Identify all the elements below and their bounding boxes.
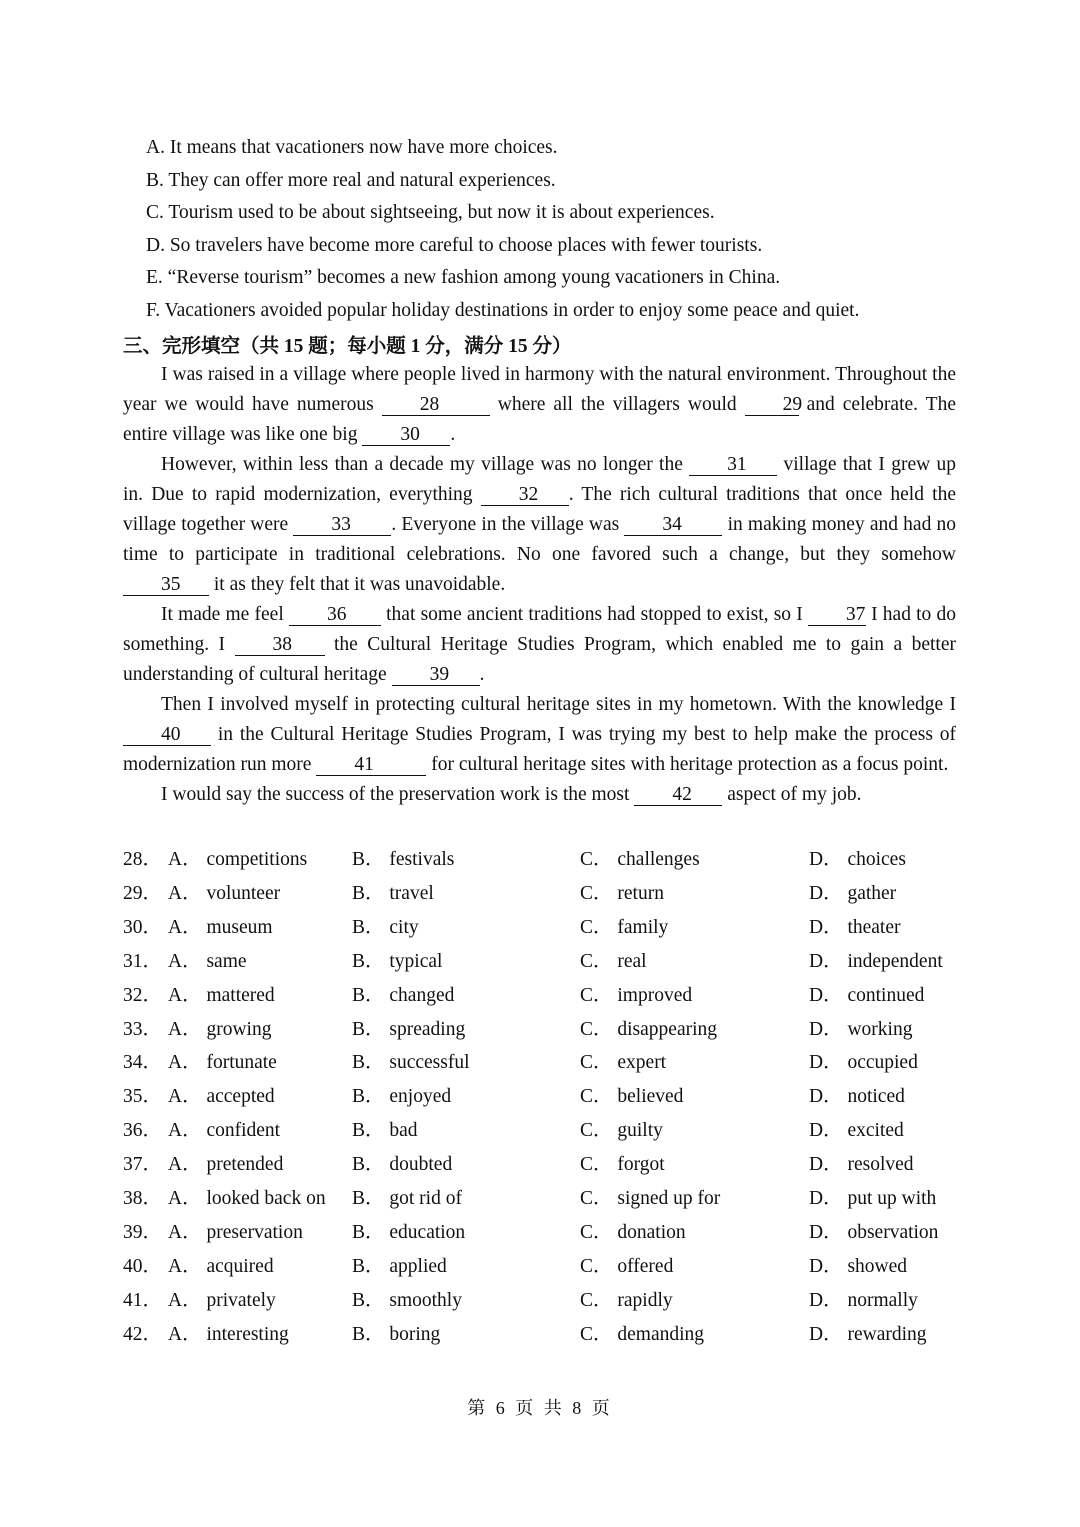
choice-b: B． applied	[352, 1255, 447, 1277]
choice-a: A． looked back on	[168, 1188, 326, 1209]
choice-b: B． festivals	[352, 849, 455, 870]
choice-a: A． pretended	[168, 1154, 284, 1176]
question-row	[123, 979, 983, 1013]
choice-d: D． showed	[809, 1255, 908, 1277]
choice-c: C． forgot	[580, 1154, 665, 1176]
blank-40: 40	[123, 725, 211, 746]
question-number: 30．	[123, 916, 163, 938]
paragraph-3: It made me feel 36 that some ancient traditions had stopped to exist, so I 37 I had to do something. I 38 the Cultural Heritage Studies Program, which enabled me to gain a better understanding of cultural heritage 39 .	[123, 604, 956, 685]
choice-d: D． continued	[809, 984, 925, 1006]
choice-c: C． real	[580, 950, 647, 972]
choice-b: B． city	[352, 916, 419, 938]
blank-39: 39	[392, 665, 480, 686]
question-number: 37．	[123, 1154, 163, 1176]
question-number: 42．	[123, 1323, 163, 1345]
choice-c: C． donation	[580, 1221, 686, 1243]
question-row	[123, 1046, 983, 1080]
question-row	[123, 1114, 983, 1148]
blank-29: 29	[745, 395, 799, 416]
choice-a: A． preservation	[168, 1221, 303, 1243]
blank-34: 34	[624, 515, 722, 536]
choice-b: B． spreading	[352, 1018, 466, 1040]
blank-37: 37	[808, 605, 866, 626]
choice-b: B． doubted	[352, 1154, 453, 1176]
blank-36: 36	[289, 605, 381, 626]
choice-d: D． noticed	[809, 1086, 905, 1108]
question-row	[123, 1250, 983, 1284]
choice-d: D． gather	[809, 882, 897, 904]
section-title: 三、完形填空（共 15 题；每小题 1 分，满分 15 分）	[123, 336, 572, 357]
blank-32: 32	[481, 485, 569, 506]
choice-c: C． family	[580, 916, 669, 938]
choice-c: C． disappearing	[580, 1018, 718, 1040]
choice-b: B． successful	[352, 1052, 470, 1074]
question-number: 39．	[123, 1221, 163, 1243]
option-e: E. “Reverse tourism” becomes a new fashion among young vacationers in China.	[146, 267, 781, 288]
choice-a: A． fortunate	[168, 1052, 277, 1074]
choice-b: B． boring	[352, 1323, 441, 1345]
question-number: 29．	[123, 882, 163, 904]
choice-c: C． signed up for	[580, 1188, 721, 1209]
option-f: F. Vacationers avoided popular holiday destinations in order to enjoy some peace and quiet.	[146, 300, 860, 321]
option-d: D. So travelers have become more careful to choose places with fewer tourists.	[146, 235, 763, 256]
question-number: 35．	[123, 1086, 163, 1108]
choice-d: D． observation	[809, 1221, 939, 1243]
question-row	[123, 911, 983, 945]
option-c: C. Tourism used to be about sightseeing, but now it is about experiences.	[146, 202, 715, 223]
choice-d: D． resolved	[809, 1154, 914, 1176]
paragraph-2: However, within less than a decade my village was no longer the 31 village that I grew up in. Due to rapid modernization, everything 32 . The rich cultural traditions that once held the village together were 33 . Everyone in the village was 34 in making money and had no time to participate in traditional celebrations. No one favored such a change, but they somehow 35 it as they felt that it was unavoidable.	[123, 454, 956, 595]
choice-c: C． expert	[580, 1052, 667, 1074]
question-row	[123, 1284, 983, 1318]
blank-33: 33	[293, 515, 391, 536]
choice-a: A． same	[168, 950, 247, 972]
question-number: 32．	[123, 984, 163, 1006]
question-row	[123, 1148, 983, 1182]
blank-38: 38	[235, 635, 325, 656]
choice-b: B． got rid of	[352, 1188, 462, 1209]
choice-a: A． museum	[168, 916, 273, 938]
option-b: B. They can offer more real and natural experiences.	[146, 170, 556, 191]
paragraph-1: I was raised in a village where people lived in harmony with the natural environment. Throughout the year we would have numerous 28 where all the villagers would 29 and celebrate. The entire village was like one big 30 .	[123, 364, 956, 445]
page-footer: 第 6 页 共 8 页	[467, 1398, 613, 1418]
blank-35: 35	[123, 575, 209, 596]
choice-a: A． mattered	[168, 984, 275, 1006]
choice-c: C． demanding	[580, 1323, 705, 1345]
choice-a: A． interesting	[168, 1323, 289, 1345]
choice-d: D． put up with	[809, 1188, 937, 1209]
choice-d: D． occupied	[809, 1052, 918, 1074]
question-number: 33．	[123, 1018, 163, 1040]
blank-28: 28	[382, 395, 490, 416]
question-number: 38．	[123, 1188, 163, 1209]
choice-b: B． changed	[352, 984, 455, 1006]
choice-b: B． bad	[352, 1120, 418, 1142]
choice-a: A． confident	[168, 1120, 281, 1142]
question-row	[123, 1318, 983, 1352]
choice-d: D． rewarding	[809, 1323, 927, 1345]
question-row	[123, 1182, 983, 1216]
question-row	[123, 1216, 983, 1250]
blank-42: 42	[634, 785, 722, 806]
choice-d: D． independent	[809, 950, 943, 972]
blank-30: 30	[362, 425, 450, 446]
choice-d: D． normally	[809, 1289, 918, 1311]
choice-b: B． travel	[352, 882, 434, 904]
choice-b: B． typical	[352, 950, 443, 972]
option-a: A. It means that vacationers now have more choices.	[146, 137, 558, 158]
choice-a: A． growing	[168, 1018, 272, 1040]
question-row	[123, 1080, 983, 1114]
question-number: 41．	[123, 1289, 163, 1311]
blank-41: 41	[316, 755, 426, 776]
cloze-passage	[123, 360, 956, 810]
choice-d: D． theater	[809, 916, 901, 938]
choice-d: D． excited	[809, 1120, 904, 1142]
choice-c: C． believed	[580, 1086, 684, 1108]
choice-b: B． education	[352, 1221, 466, 1243]
choice-b: B． smoothly	[352, 1289, 462, 1311]
question-number: 28．	[123, 849, 163, 870]
choice-a: A． privately	[168, 1289, 276, 1311]
question-number: 36．	[123, 1120, 163, 1142]
choice-b: B． enjoyed	[352, 1086, 452, 1108]
choice-d: D． choices	[809, 849, 906, 870]
choice-a: A． acquired	[168, 1255, 274, 1277]
choice-a: A． accepted	[168, 1086, 275, 1108]
choice-c: C． offered	[580, 1255, 674, 1277]
choice-a: A． volunteer	[168, 882, 281, 904]
question-number: 31．	[123, 950, 163, 972]
choice-c: C． challenges	[580, 849, 700, 870]
choice-c: C． return	[580, 882, 664, 904]
paragraph-5: I would say the success of the preservation work is the most 42 aspect of my job.	[161, 784, 862, 805]
paragraph-4: Then I involved myself in protecting cultural heritage sites in my hometown. With the knowledge I 40 in the Cultural Heritage Studies Program, I was trying my best to help make the process of modernization run more 41 for cultural heritage sites with heritage protection as a focus point.	[123, 694, 956, 775]
question-row	[123, 843, 983, 877]
choice-a: A． competitions	[168, 849, 308, 870]
choice-c: C． rapidly	[580, 1289, 673, 1311]
choice-c: C． improved	[580, 984, 693, 1006]
question-row	[123, 1013, 983, 1047]
choice-d: D． working	[809, 1018, 913, 1040]
blank-31: 31	[689, 455, 777, 476]
question-number: 34．	[123, 1052, 163, 1074]
question-row	[123, 877, 983, 911]
question-number: 40．	[123, 1255, 163, 1277]
question-row	[123, 945, 983, 979]
choice-c: C． guilty	[580, 1120, 663, 1142]
